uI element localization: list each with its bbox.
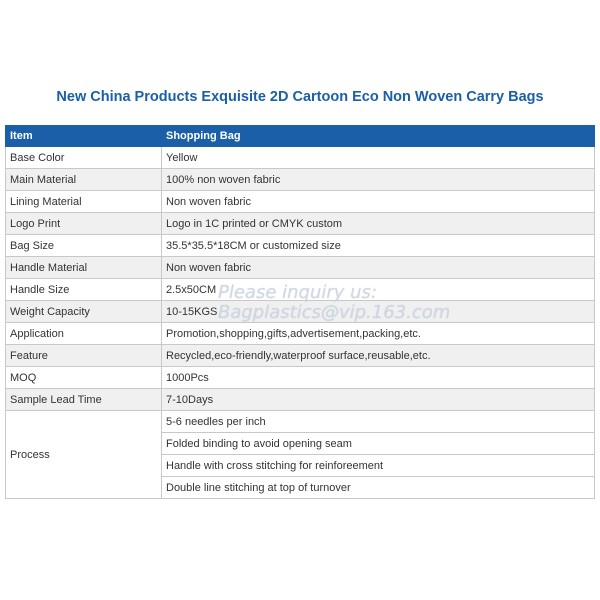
row-label: Handle Size bbox=[6, 279, 162, 301]
table-row bbox=[6, 191, 595, 213]
table-header-row bbox=[6, 126, 595, 147]
row-label: Handle Material bbox=[6, 257, 162, 279]
header-shopping-bag: Shopping Bag bbox=[162, 126, 595, 147]
table-row bbox=[6, 301, 595, 323]
row-label: MOQ bbox=[6, 367, 162, 389]
spec-table bbox=[5, 125, 595, 499]
row-value: Non woven fabric bbox=[162, 191, 595, 213]
table-row bbox=[6, 367, 595, 389]
row-value: Non woven fabric bbox=[162, 257, 595, 279]
row-label: Lining Material bbox=[6, 191, 162, 213]
table-row bbox=[6, 323, 595, 345]
row-value: Yellow bbox=[162, 147, 595, 169]
table-row bbox=[6, 235, 595, 257]
header-item: Item bbox=[6, 126, 162, 147]
table-row bbox=[6, 257, 595, 279]
process-step: Folded binding to avoid opening seam bbox=[162, 433, 595, 455]
table-row bbox=[6, 169, 595, 191]
row-label: Base Color bbox=[6, 147, 162, 169]
row-value: Logo in 1C printed or CMYK custom bbox=[162, 213, 595, 235]
row-value: 10-15KGS bbox=[162, 301, 595, 323]
process-step: Handle with cross stitching for reinforeement bbox=[162, 455, 595, 477]
table-row bbox=[6, 389, 595, 411]
table-row bbox=[6, 345, 595, 367]
row-label: Feature bbox=[6, 345, 162, 367]
row-label: Application bbox=[6, 323, 162, 345]
process-label: Process bbox=[6, 411, 162, 499]
row-value: 2.5x50CM bbox=[162, 279, 595, 301]
row-value: 35.5*35.5*18CM or customized size bbox=[162, 235, 595, 257]
row-value: 1000Pcs bbox=[162, 367, 595, 389]
table-row-process bbox=[6, 411, 595, 433]
page-title: New China Products Exquisite 2D Cartoon Eco Non Woven Carry Bags bbox=[56, 89, 544, 105]
watermark-line-2: Bagplastics@vip.163.com bbox=[218, 302, 451, 323]
row-label: Bag Size bbox=[6, 235, 162, 257]
table-row bbox=[6, 279, 595, 301]
process-step: Double line stitching at top of turnover bbox=[162, 477, 595, 499]
row-label: Main Material bbox=[6, 169, 162, 191]
row-label: Weight Capacity bbox=[6, 301, 162, 323]
row-value: 100% non woven fabric bbox=[162, 169, 595, 191]
table-row bbox=[6, 147, 595, 169]
row-label: Sample Lead Time bbox=[6, 389, 162, 411]
row-value: Recycled,eco-friendly,waterproof surface,reusable,etc. bbox=[162, 345, 595, 367]
row-value: Promotion,shopping,gifts,advertisement,packing,etc. bbox=[162, 323, 595, 345]
table-row bbox=[6, 213, 595, 235]
watermark-line-1: Please inquiry us: bbox=[218, 282, 378, 303]
process-step: 5-6 needles per inch bbox=[162, 411, 595, 433]
row-label: Logo Print bbox=[6, 213, 162, 235]
row-value: 7-10Days bbox=[162, 389, 595, 411]
